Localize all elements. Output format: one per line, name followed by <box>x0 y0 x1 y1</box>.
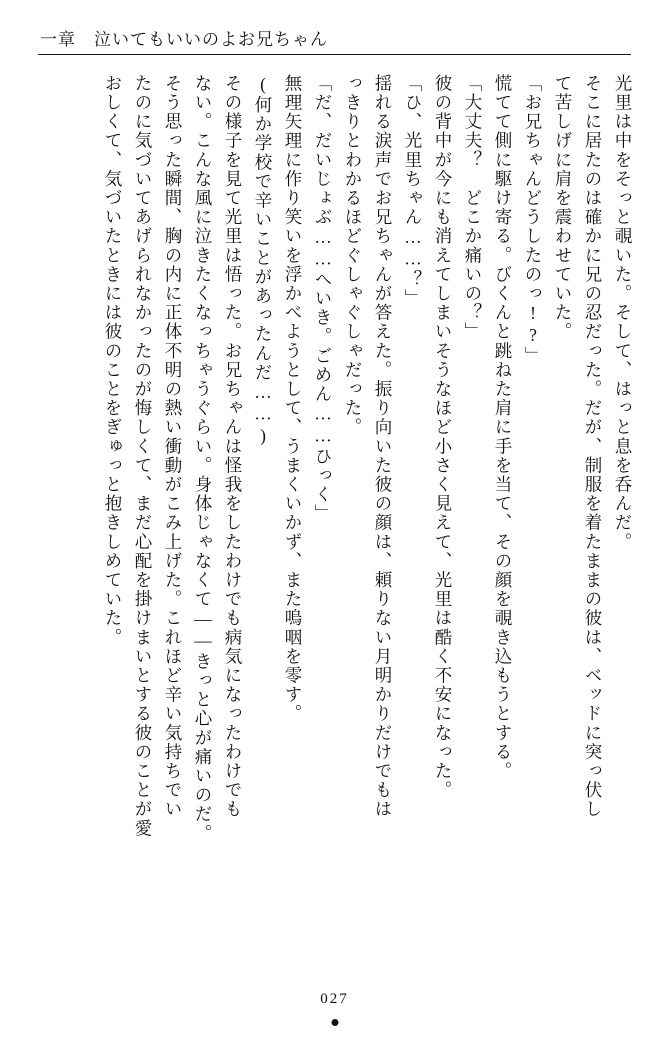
text-column: 彼の背中が今にも消えてしまいそうなほど小さく見えて、光里は酷く不安になった。 <box>433 74 453 800</box>
chapter-title: 泣いてもいいのよお兄ちゃん <box>94 29 328 49</box>
text-column: 「お兄ちゃんどうしたのっ!?」 <box>523 74 543 366</box>
text-column: (何か学校で辛いことがあったんだ……) <box>253 74 273 447</box>
text-column: 「ひ、光里ちゃん……？」 <box>403 74 423 309</box>
text-column: 揺れる涙声でお兄ちゃんが答えた。振り向いた彼の顔は、頼りない月明かりだけでもは <box>373 74 393 819</box>
text-column: その様子を見て光里は悟った。お兄ちゃんは怪我をしたわけでも病気になったわけでも <box>223 74 243 819</box>
text-column: ない。こんな風に泣きたくなっちゃうぐらい。身体じゃなくて——きっと心が痛いのだ。 <box>193 74 213 843</box>
text-column: 「大丈夫？ どこか痛いの？」 <box>463 74 483 342</box>
text-column: 無理矢理に作り笑いを浮かべようとして、うまくいかず、また嗚咽を零す。 <box>283 74 303 724</box>
text-column: たのに気づいてあげられなかったのが悔しくて、まだ心配を掛けまいとする彼のことが愛 <box>133 74 153 838</box>
text-column: そう思った瞬間、胸の内に正体不明の熱い衝動がこみ上げた。これほど辛い気持ちでい <box>163 74 183 819</box>
body-text <box>38 74 631 994</box>
text-column: 光里は中をそっと覗いた。そして、はっと息を呑んだ。 <box>613 74 633 552</box>
page-number: 027 <box>320 991 349 1007</box>
text-column: そこに居たのは確かに兄の忍だった。だが、制服を着たままの彼は、ベッドに突っ伏し <box>583 74 603 819</box>
chapter-number: 一章 <box>40 29 76 49</box>
text-column: おしくて、気づいたときには彼のことをぎゅっと抱きしめていた。 <box>103 74 123 647</box>
header-divider <box>38 54 631 55</box>
text-column: 慌てて側に駆け寄る。びくんと跳ねた肩に手を当て、その顔を覗き込もうとする。 <box>493 74 513 781</box>
page-header <box>40 22 629 52</box>
text-column: て苦しげに肩を震わせていた。 <box>553 74 573 342</box>
text-column: 「だ、だいじょぶ……へいき。ごめん……ひっく」 <box>313 74 333 524</box>
page-marker-dot <box>331 1019 338 1026</box>
text-column: っきりとわかるほどぐしゃぐしゃだった。 <box>343 74 363 437</box>
